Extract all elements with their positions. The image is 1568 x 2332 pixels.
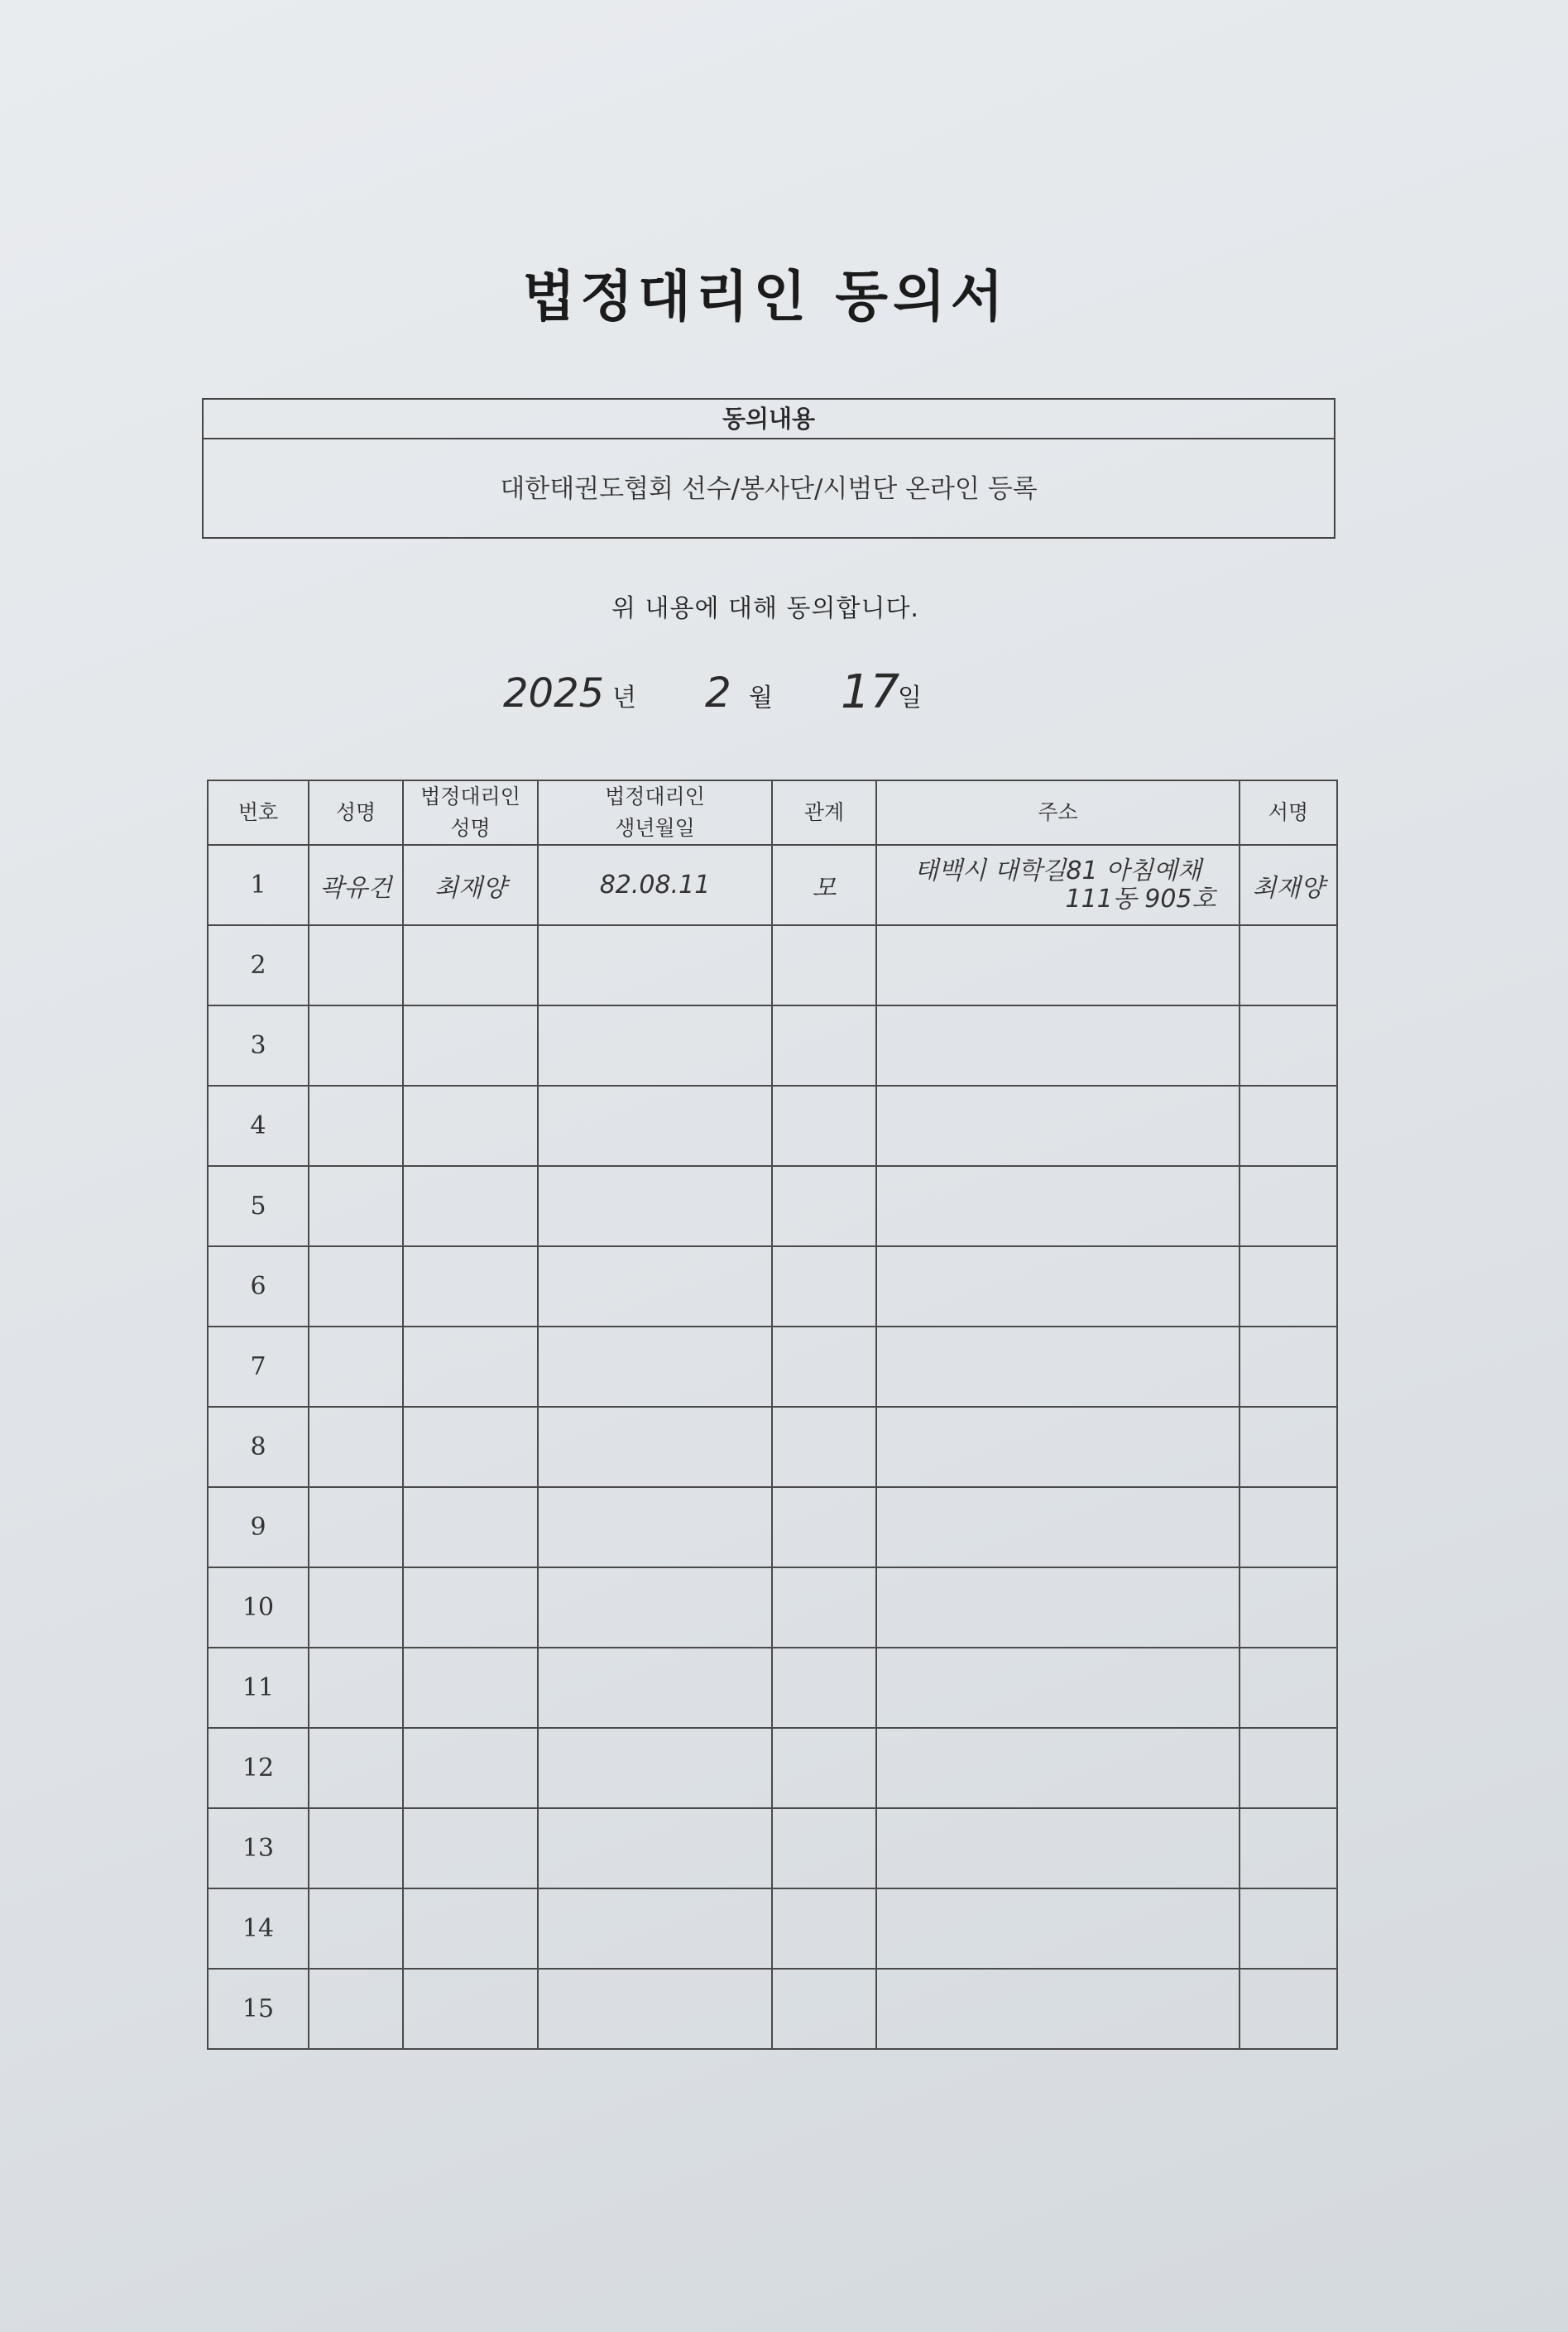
table-row (208, 1969, 1337, 2049)
table-header-row (208, 780, 1337, 845)
row-guardian-birth[interactable] (538, 1166, 772, 1246)
table-row (208, 1487, 1337, 1567)
row-no: 1 (208, 845, 309, 925)
row-signature[interactable] (1240, 1567, 1337, 1648)
row-relation[interactable] (772, 1888, 876, 1969)
header-signature: 서명 (1240, 780, 1337, 845)
row-name[interactable] (309, 1728, 403, 1808)
row-guardian-name[interactable] (403, 1005, 538, 1086)
row-no: 13 (208, 1808, 309, 1888)
row-address (876, 845, 1240, 925)
row-name[interactable] (309, 1969, 403, 2049)
row-guardian-name[interactable] (403, 1166, 538, 1246)
row-address[interactable] (876, 1005, 1240, 1086)
row-address[interactable] (876, 1246, 1240, 1327)
row-no: 10 (208, 1567, 309, 1648)
date-year-unit: 년 (612, 684, 636, 713)
row-no: 12 (208, 1728, 309, 1808)
row-relation: 모 (772, 845, 876, 925)
row-guardian-birth[interactable] (538, 1327, 772, 1407)
row-address-line2: 111동 905호 (1065, 884, 1216, 914)
agree-statement: 위 내용에 대해 동의합니다. (611, 594, 919, 623)
row-no: 2 (208, 925, 309, 1005)
header-address: 주소 (876, 780, 1240, 845)
row-signature[interactable] (1240, 1246, 1337, 1327)
row-guardian-name[interactable] (403, 1728, 538, 1808)
consent-header: 동의내용 (204, 400, 1334, 439)
row-guardian-birth[interactable] (538, 1888, 772, 1969)
row-guardian-name[interactable] (403, 1246, 538, 1327)
row-no: 6 (208, 1246, 309, 1327)
row-guardian-name: 최재양 (403, 845, 538, 925)
row-name[interactable] (309, 1487, 403, 1567)
header-guardian-name-line2: 성명 (450, 816, 491, 840)
row-relation[interactable] (772, 1808, 876, 1888)
header-name: 성명 (309, 780, 403, 845)
row-guardian-birth: 82.08.11 (538, 845, 772, 925)
row-relation[interactable] (772, 1567, 876, 1648)
row-signature[interactable] (1240, 925, 1337, 1005)
row-guardian-name[interactable] (403, 1086, 538, 1166)
row-no: 8 (208, 1407, 309, 1487)
row-address[interactable] (876, 1969, 1240, 2049)
row-guardian-name[interactable] (403, 1969, 538, 2049)
row-relation[interactable] (772, 1166, 876, 1246)
row-guardian-birth[interactable] (538, 1005, 772, 1086)
row-address[interactable] (876, 1808, 1240, 1888)
row-guardian-birth[interactable] (538, 1407, 772, 1487)
guardian-roster-table (207, 780, 1338, 2050)
header-guardian-birth-line2: 생년월일 (615, 816, 695, 840)
row-address[interactable] (876, 1086, 1240, 1166)
row-guardian-name[interactable] (403, 1487, 538, 1567)
row-signature[interactable] (1240, 1888, 1337, 1969)
row-name[interactable] (309, 1086, 403, 1166)
row-name: 곽유건 (309, 845, 403, 925)
row-guardian-birth[interactable] (538, 1246, 772, 1327)
header-guardian-name (403, 780, 538, 845)
table-row (208, 925, 1337, 1005)
row-relation[interactable] (772, 1086, 876, 1166)
row-guardian-birth[interactable] (538, 1728, 772, 1808)
date-year: 2025 (503, 670, 605, 717)
row-guardian-name[interactable] (403, 1808, 538, 1888)
row-relation[interactable] (772, 1246, 876, 1327)
table-row (208, 1567, 1337, 1648)
header-relation: 관계 (772, 780, 876, 845)
row-name[interactable] (309, 1246, 403, 1327)
row-relation[interactable] (772, 1407, 876, 1487)
row-address[interactable] (876, 1888, 1240, 1969)
consent-body: 대한태권도협회 선수/봉사단/시범단 온라인 등록 (500, 474, 1038, 504)
row-guardian-birth[interactable] (538, 1487, 772, 1567)
row-address[interactable] (876, 1327, 1240, 1407)
row-address[interactable] (876, 1166, 1240, 1246)
row-guardian-name[interactable] (403, 1888, 538, 1969)
row-no: 4 (208, 1086, 309, 1166)
row-guardian-name[interactable] (403, 1567, 538, 1648)
date-month-unit: 월 (749, 684, 773, 713)
row-name[interactable] (309, 1567, 403, 1648)
row-signature[interactable] (1240, 1327, 1337, 1407)
date-day-unit: 일 (898, 684, 922, 713)
row-signature: 최재양 (1240, 845, 1337, 925)
row-name[interactable] (309, 1648, 403, 1728)
table-row (208, 1086, 1337, 1166)
table-row (208, 845, 1337, 925)
row-relation[interactable] (772, 1728, 876, 1808)
row-relation[interactable] (772, 1327, 876, 1407)
row-signature[interactable] (1240, 1969, 1337, 2049)
header-guardian-birth-line1: 법정대리인 (605, 785, 705, 809)
row-guardian-name[interactable] (403, 1407, 538, 1487)
row-address[interactable] (876, 1648, 1240, 1728)
row-address[interactable] (876, 1487, 1240, 1567)
row-guardian-name[interactable] (403, 925, 538, 1005)
row-guardian-birth[interactable] (538, 1567, 772, 1648)
row-guardian-birth[interactable] (538, 925, 772, 1005)
row-name[interactable] (309, 925, 403, 1005)
row-signature[interactable] (1240, 1808, 1337, 1888)
row-guardian-name[interactable] (403, 1327, 538, 1407)
row-no: 7 (208, 1327, 309, 1407)
row-guardian-birth[interactable] (538, 1648, 772, 1728)
row-name[interactable] (309, 1005, 403, 1086)
row-signature[interactable] (1240, 1005, 1337, 1086)
row-signature[interactable] (1240, 1648, 1337, 1728)
row-address-line1: 태백시 대학길81 아침예채 (913, 856, 1202, 885)
header-no: 번호 (208, 780, 309, 845)
table-row (208, 1327, 1337, 1407)
row-relation[interactable] (772, 925, 876, 1005)
row-name[interactable] (309, 1166, 403, 1246)
row-name[interactable] (309, 1327, 403, 1407)
row-no: 5 (208, 1166, 309, 1246)
table-row (208, 1246, 1337, 1327)
table-row (208, 1005, 1337, 1086)
table-row (208, 1648, 1337, 1728)
page-title: 법정대리인 동의서 (522, 264, 1009, 329)
consent-content-box (202, 398, 1335, 539)
row-signature[interactable] (1240, 1166, 1337, 1246)
row-name[interactable] (309, 1808, 403, 1888)
row-guardian-birth[interactable] (538, 1808, 772, 1888)
row-name[interactable] (309, 1407, 403, 1487)
row-no: 11 (208, 1648, 309, 1728)
row-no: 9 (208, 1487, 309, 1567)
row-guardian-birth[interactable] (538, 1086, 772, 1166)
row-address[interactable] (876, 1407, 1240, 1487)
row-relation[interactable] (772, 1969, 876, 2049)
row-guardian-name[interactable] (403, 1648, 538, 1728)
row-no: 14 (208, 1888, 309, 1969)
row-name[interactable] (309, 1888, 403, 1969)
table-row (208, 1407, 1337, 1487)
header-guardian-birth (538, 780, 772, 845)
row-guardian-birth[interactable] (538, 1969, 772, 2049)
row-signature[interactable] (1240, 1407, 1337, 1487)
row-relation[interactable] (772, 1005, 876, 1086)
date-month: 2 (705, 669, 731, 717)
row-address[interactable] (876, 1728, 1240, 1808)
header-guardian-name-line1: 법정대리인 (420, 785, 520, 809)
row-address[interactable] (876, 1567, 1240, 1648)
table-row (208, 1728, 1337, 1808)
row-no: 3 (208, 1005, 309, 1086)
table-row (208, 1808, 1337, 1888)
date-line (0, 662, 1531, 737)
table-row (208, 1888, 1337, 1969)
date-day: 17 (841, 665, 900, 719)
row-address[interactable] (876, 925, 1240, 1005)
row-relation[interactable] (772, 1648, 876, 1728)
row-signature[interactable] (1240, 1086, 1337, 1166)
table-row (208, 1166, 1337, 1246)
row-relation[interactable] (772, 1487, 876, 1567)
row-no: 15 (208, 1969, 309, 2049)
row-signature[interactable] (1240, 1728, 1337, 1808)
row-signature[interactable] (1240, 1487, 1337, 1567)
